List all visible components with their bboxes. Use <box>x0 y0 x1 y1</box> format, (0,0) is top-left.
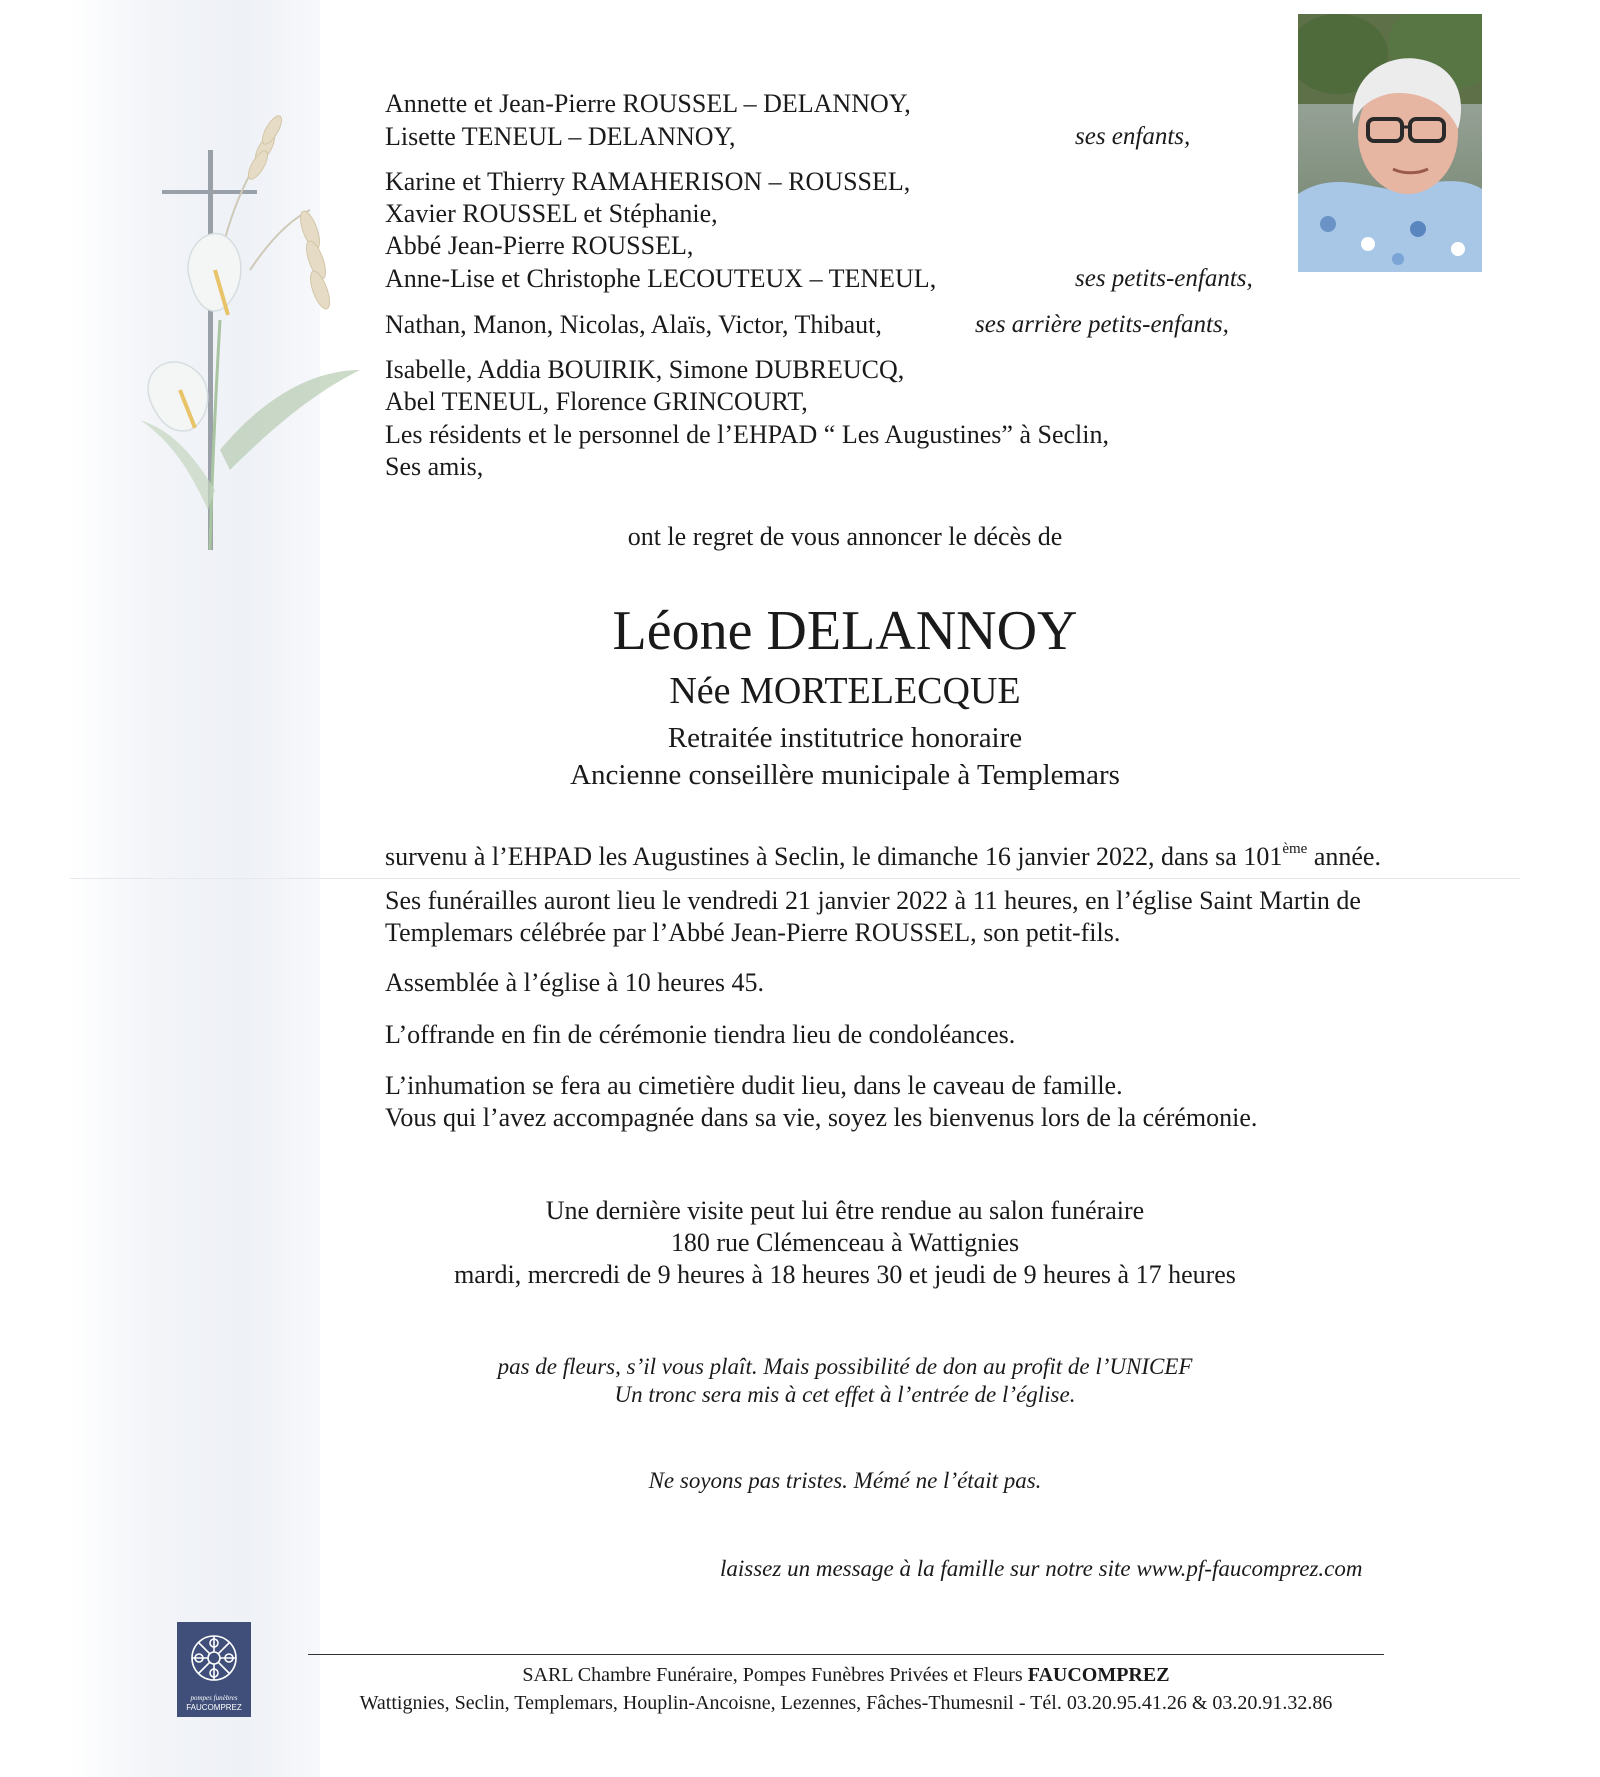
death-details: survenu à l’EHPAD les Augustines à Seclin, le dimanche 16 janvier 2022, dans sa 101ème année. <box>385 841 1381 871</box>
deceased-title-1: Retraitée institutrice honoraire <box>667 722 1023 754</box>
footer-company: SARL Chambre Funéraire, Pompes Funèbres Privées et Fleurs FAUCOMPREZ <box>522 1664 1170 1686</box>
family-other-line: Les résidents et le personnel de l’EHPAD “ Les Augustines” à Seclin, <box>385 420 1109 449</box>
flowers-line-2: Un tronc sera mis à cet effet à l’entrée de l’église. <box>614 1382 1076 1407</box>
welcome-text: Vous qui l’avez accompagnée dans sa vie, soyez les bienvenus lors de la cérémonie. <box>385 1103 1258 1132</box>
fold-line <box>70 878 1520 879</box>
family-grandchild-line: Xavier ROUSSEL et Stéphanie, <box>385 199 718 228</box>
family-child-line: Lisette TENEUL – DELANNOY, <box>385 122 736 151</box>
faucomprez-logo <box>177 1622 251 1717</box>
footer-rule <box>308 1654 1384 1655</box>
offering-text: L’offrande en fin de cérémonie tiendra lieu de condoléances. <box>385 1020 1016 1049</box>
funeral-line-1: Ses funérailles auront lieu le vendredi 21 janvier 2022 à 11 heures, en l’église Saint Martin de <box>385 886 1361 915</box>
family-grandchild-line: Abbé Jean-Pierre ROUSSEL, <box>385 231 694 260</box>
burial-text: L’inhumation se fera au cimetière dudit lieu, dans le caveau de famille. <box>385 1071 1123 1100</box>
assembly-text: Assemblée à l’église à 10 heures 45. <box>385 968 765 997</box>
family-other-line: Isabelle, Addia BOUIRIK, Simone DUBREUCQ, <box>385 355 905 384</box>
family-grandchild-line: Karine et Thierry RAMAHERISON – ROUSSEL, <box>385 167 911 196</box>
announcement-text: ont le regret de vous annoncer le décès de <box>627 522 1063 551</box>
funeral-line-2: Templemars célébrée par l’Abbé Jean-Pierre ROUSSEL, son petit-fils. <box>385 918 1121 947</box>
family-grandchild-line: Anne-Lise et Christophe LECOUTEUX – TENEUL, <box>385 264 937 293</box>
deceased-title-2: Ancienne conseillère municipale à Templemars <box>570 759 1120 791</box>
cross-icon <box>120 70 380 570</box>
family-child-line: Annette et Jean-Pierre ROUSSEL – DELANNOY, <box>385 89 911 118</box>
calla-lily-icon <box>140 234 360 550</box>
maiden-name: Née MORTELECQUE <box>669 670 1021 712</box>
family-other-line: Ses amis, <box>385 452 484 481</box>
visit-line-1: Une dernière visite peut lui être rendue au salon funéraire <box>545 1196 1145 1225</box>
website-message: laissez un message à la famille sur notre site www.pf-faucomprez.com <box>720 1556 1363 1581</box>
portrait-photo <box>1298 14 1482 272</box>
footer-locations: Wattignies, Seclin, Templemars, Houplin-Ancoisne, Lezennes, Fâches-Thumesnil - Tél. 03.20.95.41.26 & 03.20.91.32.86 <box>359 1692 1333 1714</box>
visit-line-2: 180 rue Clémenceau à Wattignies <box>670 1228 1020 1257</box>
family-great-grandchild-line: Nathan, Manon, Nicolas, Alaïs, Victor, Thibaut, <box>385 310 882 339</box>
deceased-name: Léone DELANNOY <box>612 600 1078 662</box>
relation-grandchildren: ses petits-enfants, <box>1075 265 1253 292</box>
logo-line-1: pompes funèbres <box>190 1694 238 1702</box>
logo-line-2: FAUCOMPREZ <box>186 1703 242 1712</box>
family-other-line: Abel TENEUL, Florence GRINCOURT, <box>385 387 808 416</box>
quote-text: Ne soyons pas tristes. Mémé ne l’était pas. <box>648 1468 1042 1493</box>
visit-line-3: mardi, mercredi de 9 heures à 18 heures 30 et jeudi de 9 heures à 17 heures <box>454 1260 1236 1289</box>
flowers-line-1: pas de fleurs, s’il vous plaît. Mais possibilité de don au profit de l’UNICEF <box>497 1354 1193 1379</box>
relation-great-grandchildren: ses arrière petits-enfants, <box>975 311 1229 338</box>
relation-children: ses enfants, <box>1075 123 1191 150</box>
